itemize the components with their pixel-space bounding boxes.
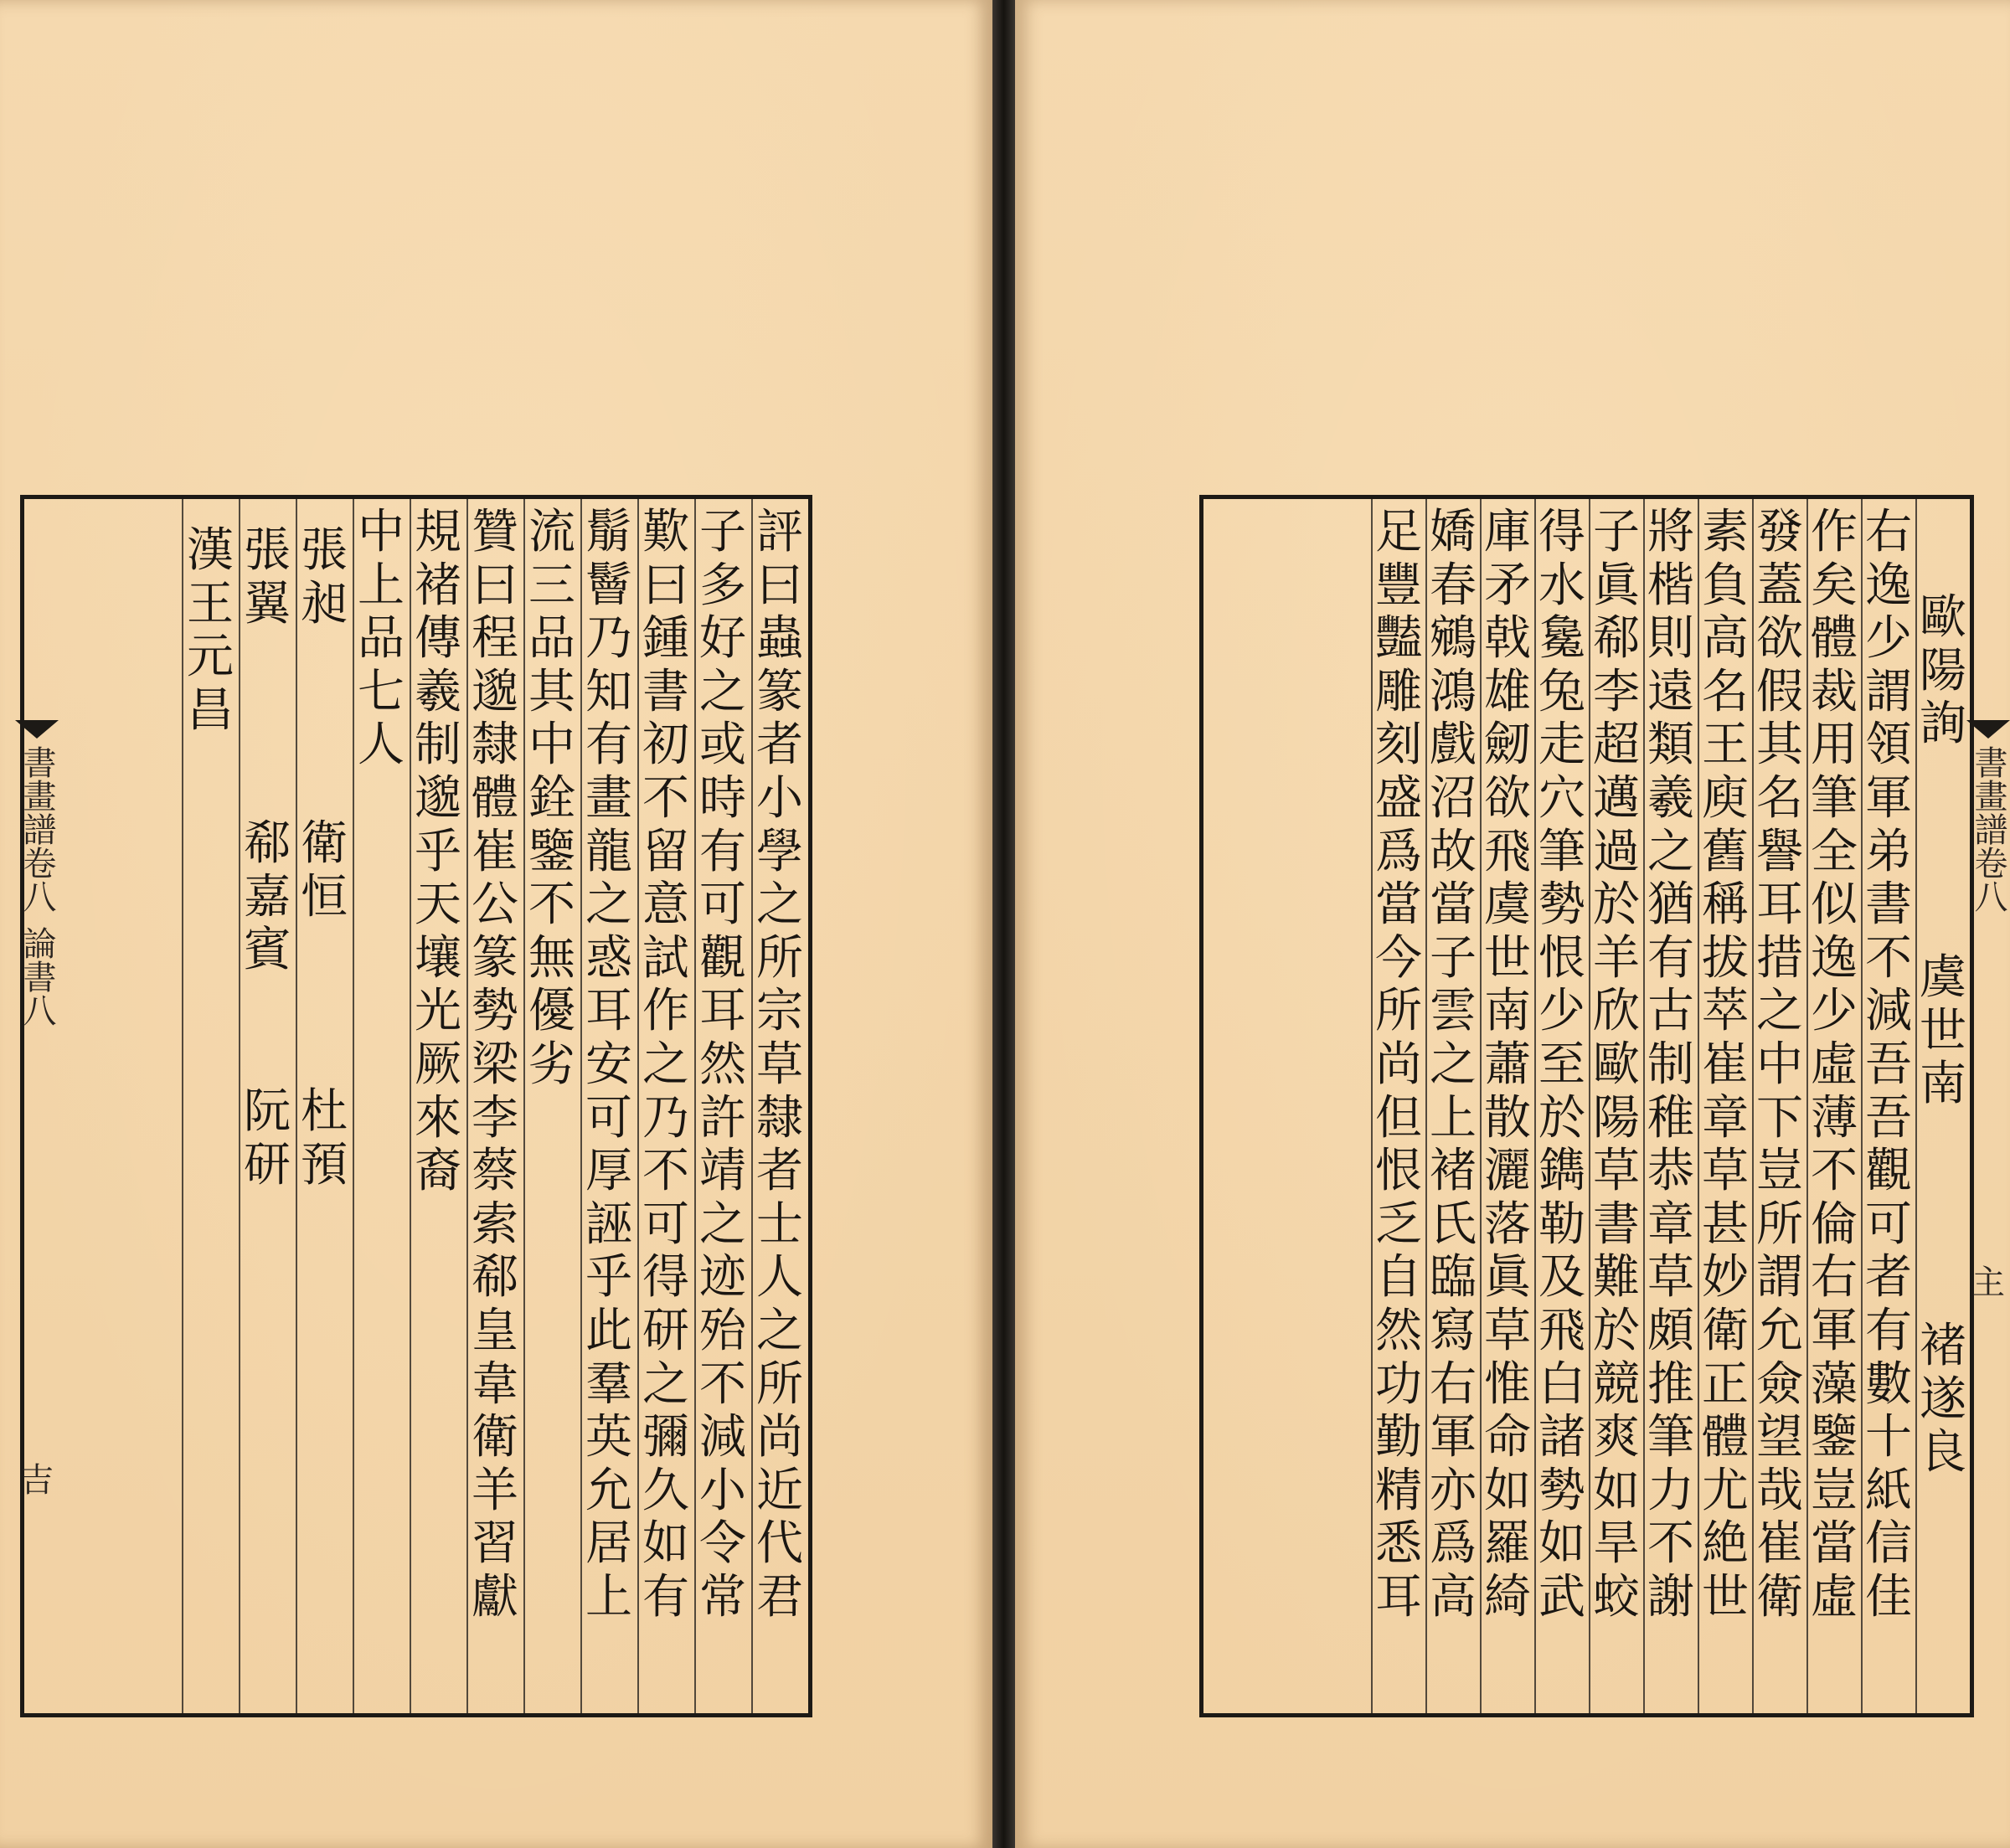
text-column: 歎 曰 鍾 書 初 不 留 意 試 作 之 乃 不 可 得 研 之 彌 久 如 有 (642, 505, 689, 1624)
leaf-number: 吉 (20, 1461, 54, 1500)
name-entry: 褚 遂 良 (1920, 1319, 1966, 1480)
left-text-columns (24, 499, 808, 1713)
text-column: 足 豐 豔 雕 刻 盛 爲 當 今 所 尚 但 恨 乏 自 然 功 勤 精 悉 耳 (1375, 505, 1422, 1624)
margin-title: 書畫譜卷八 (1969, 745, 2007, 913)
right-page (1015, 0, 2010, 1848)
text-column: 庫 矛 戟 雄 劒 欲 飛 虞 世 南 蕭 散 灑 落 眞 草 惟 命 如 羅 綺 (1484, 505, 1531, 1624)
text-column: 發 蓋 欲 假 其 名 譽 耳 措 之 中 下 豈 所 謂 允 僉 望 哉 崔 衛 (1756, 505, 1803, 1624)
book-gutter (992, 0, 1015, 1848)
text-column: 贊 曰 程 邈 隸 體 崔 公 篆 勢 梁 李 蔡 索 郗 皇 韋 衛 羊 習 獻 (472, 505, 518, 1624)
text-column: 子 多 好 之 或 時 有 可 觀 耳 然 許 靖 之 迹 殆 不 減 小 令 常 (699, 505, 746, 1624)
left-page-margin (15, 720, 59, 1499)
name-entry: 郗 嘉 賓 (244, 816, 291, 978)
text-column: 作 矣 體 裁 用 筆 全 似 逸 少 虛 薄 不 倫 右 軍 藻 鑒 豈 當 虛 (1811, 505, 1858, 1624)
text-column: 素 負 高 名 王 庾 舊 稱 拔 萃 崔 章 草 甚 妙 衛 正 體 尤 絶 世 (1702, 505, 1749, 1624)
fish-tail-mark (15, 720, 59, 739)
right-text-columns (1203, 499, 1970, 1713)
name-entry: 漢 王 元 昌 (187, 523, 234, 738)
fish-tail-mark (1966, 720, 2010, 739)
name-entry: 杜 預 (301, 1084, 348, 1192)
left-page (0, 0, 992, 1848)
text-column: 流 三 品 其 中 銓 鑒 不 無 優 劣 (528, 505, 575, 1092)
name-entry: 阮 研 (244, 1084, 291, 1192)
text-column: 將 楷 則 遠 類 羲 之 猶 有 古 制 稚 恭 章 草 頗 推 筆 力 不 謝 (1647, 505, 1694, 1624)
margin-title: 書畫譜卷八 (18, 745, 56, 913)
text-column: 規 褚 傳 羲 制 邈 乎 天 壤 光 厥 來 裔 (415, 505, 461, 1199)
text-column: 子 眞 郗 李 超 邁 過 於 羊 欣 歐 陽 草 書 難 於 競 爽 如 旱 蛟 (1593, 505, 1640, 1624)
text-column: 得 水 毚 兔 走 穴 筆 勢 恨 少 至 於 鐫 勒 及 飛 白 諸 勢 如 武 (1538, 505, 1585, 1624)
name-entry: 歐 陽 詢 (1920, 590, 1966, 752)
name-entry: 衛 恒 (301, 816, 348, 924)
right-page-margin (1966, 720, 2010, 1301)
text-column: 評 曰 蟲 篆 者 小 學 之 所 宗 草 隸 者 士 人 之 所 尚 近 代 君 (756, 505, 803, 1624)
name-entry: 張 翼 (244, 523, 291, 631)
text-column: 右 逸 少 謂 領 軍 弟 書 不 減 吾 吾 觀 可 者 有 數 十 紙 信 佳 (1865, 505, 1912, 1624)
leaf-number: 主 (1971, 1264, 2005, 1302)
text-column: 嬌 春 鵷 鴻 戲 沼 故 當 子 雲 之 上 褚 氏 臨 寫 右 軍 亦 爲 高 (1430, 505, 1477, 1624)
text-column: 鬅 鬙 乃 知 有 畫 龍 之 惑 耳 安 可 厚 誣 乎 此 羣 英 允 居 上 (585, 505, 632, 1624)
name-entry: 虞 世 南 (1920, 950, 1966, 1112)
text-column: 中 上 品 七 人 (358, 505, 405, 773)
margin-section: 論書八 (18, 926, 56, 1027)
name-entry: 張 昶 (301, 523, 348, 631)
